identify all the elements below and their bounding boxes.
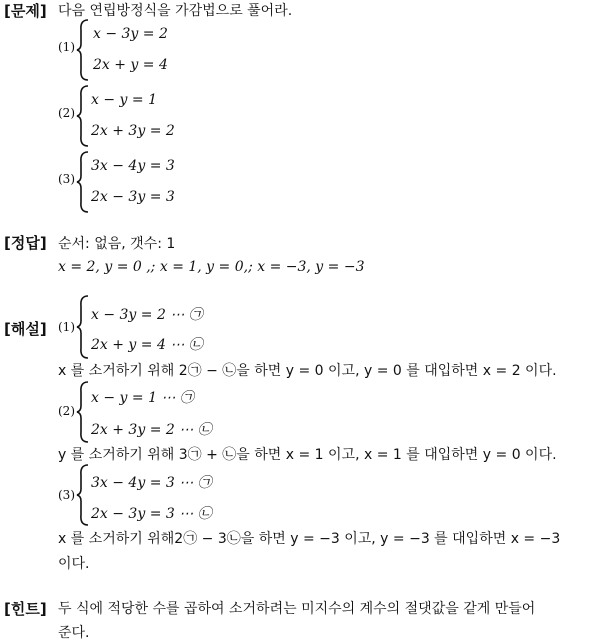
problem-instruction: 다음 연립방정식을 가감법으로 풀어라. xyxy=(58,3,293,19)
problem-3-brace xyxy=(76,150,90,214)
explanation-3-number: (3) xyxy=(58,488,75,502)
problem-label: [문제] xyxy=(4,2,47,20)
explanation-2-number: (2) xyxy=(58,404,75,418)
explanation-1-eq1: x − 3y = 2 ⋯ ㉠ xyxy=(91,307,203,323)
answer-values: x = 2, y = 0 ,; x = 1, y = 0,; x = −3, y = −3 xyxy=(58,259,365,275)
problem-3-eq1: 3x − 4y = 3 xyxy=(91,158,175,174)
explanation-2-eq2: 2x + 3y = 2 ⋯ ㉡ xyxy=(91,422,212,438)
problem-1-brace xyxy=(76,18,90,82)
explanation-2-text: y 를 소거하기 위해 3㉠ + ㉡을 하면 x = 1 이고, x = 1 를 대입하면 y = 0 이다. xyxy=(58,447,557,463)
answer-meta: 순서: 없음, 갯수: 1 xyxy=(58,236,176,252)
explanation-3-text-cont: 이다. xyxy=(58,556,90,572)
problem-2-eq2: 2x + 3y = 2 xyxy=(91,123,175,139)
problem-3-eq2: 2x − 3y = 3 xyxy=(91,189,175,205)
explanation-2-eq1: x − y = 1 ⋯ ㉠ xyxy=(91,390,194,406)
hint-line2: 준다. xyxy=(58,625,90,641)
explanation-1-brace xyxy=(76,294,90,360)
problem-3-number: (3) xyxy=(58,172,75,186)
problem-2-eq1: x − y = 1 xyxy=(91,92,157,108)
explanation-3-brace xyxy=(76,463,90,527)
explanation-3-eq1: 3x − 4y = 3 ⋯ ㉠ xyxy=(91,475,212,491)
explanation-3-eq2: 2x − 3y = 3 ⋯ ㉡ xyxy=(91,506,212,522)
problem-1-number: (1) xyxy=(58,40,75,54)
hint-label: [힌트] xyxy=(4,600,47,618)
explanation-1-number: (1) xyxy=(58,320,75,334)
hint-line1: 두 식에 적당한 수를 곱하여 소거하려는 미지수의 계수의 절댓값을 같게 만들어 xyxy=(58,601,536,617)
explanation-2-brace xyxy=(76,380,90,444)
explanation-label: [해설] xyxy=(4,320,47,338)
problem-2-brace xyxy=(76,84,90,148)
problem-1-eq1: x − 3y = 2 xyxy=(93,26,168,42)
answer-label: [정답] xyxy=(4,234,47,252)
explanation-1-text: x 를 소거하기 위해 2㉠ − ㉡을 하면 y = 0 이고, y = 0 를 대입하면 x = 2 이다. xyxy=(58,363,557,379)
explanation-1-eq2: 2x + y = 4 ⋯ ㉡ xyxy=(91,337,203,353)
explanation-3-text: x 를 소거하기 위해2㉠ − 3㉡을 하면 y = −3 이고, y = −3 를 대입하면 x = −3 xyxy=(58,531,561,547)
problem-1-eq2: 2x + y = 4 xyxy=(93,57,168,73)
problem-2-number: (2) xyxy=(58,106,75,120)
